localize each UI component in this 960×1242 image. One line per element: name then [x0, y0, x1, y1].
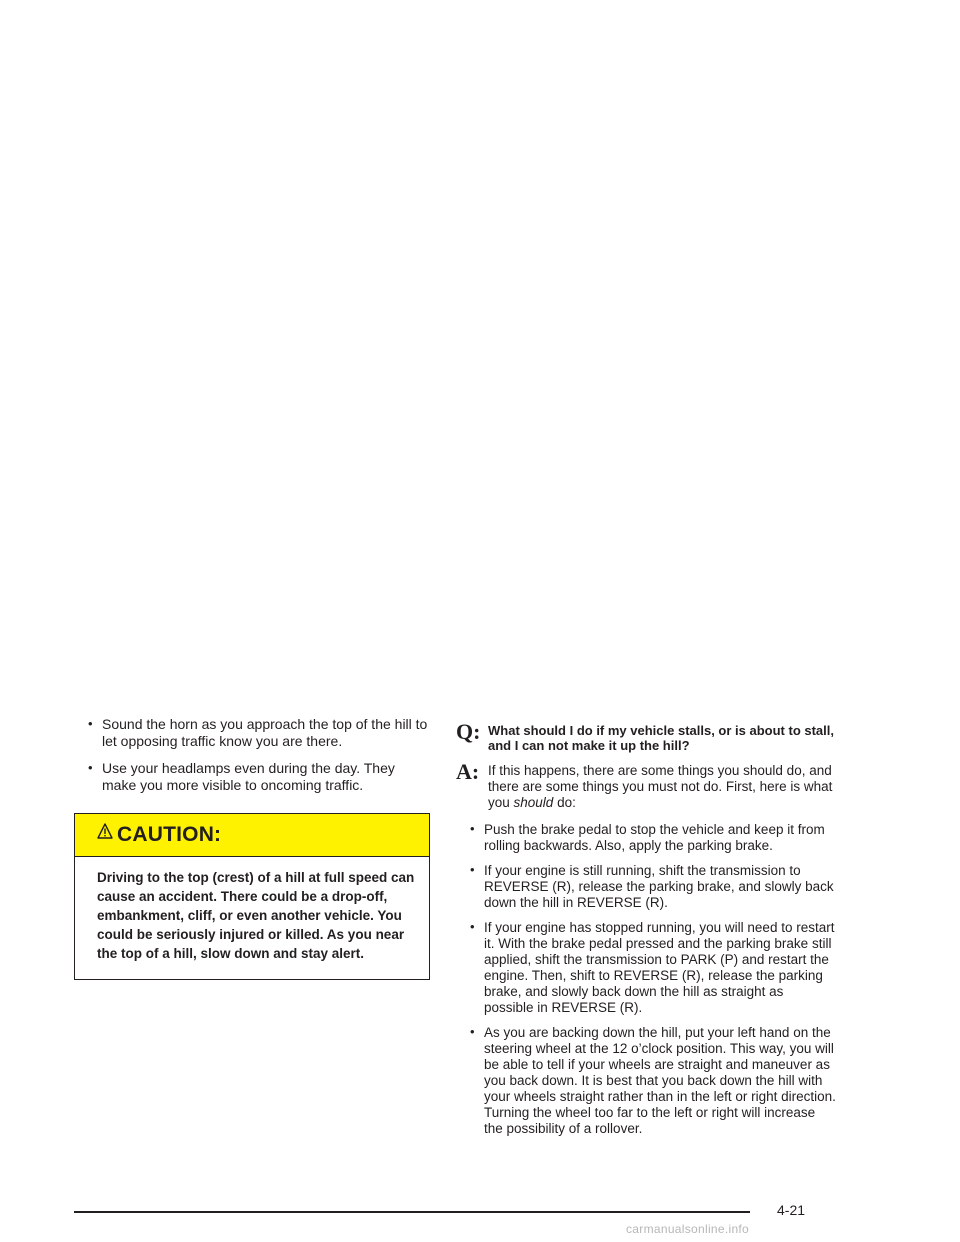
warning-triangle-icon: [97, 823, 113, 841]
footer-rule: [74, 1211, 750, 1213]
list-item: [456, 1025, 836, 1137]
question: [456, 719, 836, 753]
caution-box: [74, 813, 430, 980]
list-item: [456, 863, 836, 911]
answer: [456, 759, 836, 811]
watermark: carmanualsonline.info: [626, 1222, 750, 1236]
list-item: [456, 822, 836, 854]
list-item: [456, 920, 836, 1016]
caution-header: [75, 814, 429, 857]
right-column: [456, 719, 836, 1146]
question-letter: Q:: [456, 719, 481, 744]
caution-text: Driving to the top (crest) of a hill at full speed can cause an accident. There could be a drop-off, embankment, cliff, or even another vehicle. You could be seriously injured or killed. As you near the top of a hill, slow down and stay alert.: [97, 870, 415, 961]
bullet-text: • If your engine has stopped running, you will need to restart it. With the brake pedal pressed and the parking brake still applied, shift the transmission to PARK (P) and restart the engine. Then, shift to REVERSE (R), release the parking brake, and slowly back down the hill as straight as possible in REVERSE (R).: [484, 920, 835, 1015]
answer-emphasis: should: [513, 795, 554, 810]
bullet-text: • If your engine is still running, shift the transmission to REVERSE (R), release the parking brake, and slowly back down the hill in REVERSE (R).: [484, 863, 834, 910]
bullet-text: • Push the brake pedal to stop the vehicle and keep it from rolling backwards. Also, apply the parking brake.: [484, 822, 825, 853]
list-item: [88, 716, 432, 750]
question-text: What should I do if my vehicle stalls, or is about to stall, and I can not make it up the hill?: [488, 723, 834, 753]
page-number: 4-21: [777, 1202, 806, 1218]
answer-text: [488, 763, 836, 811]
bullet-text: • Sound the horn as you approach the top of the hill to let opposing traffic know you are there.: [102, 716, 428, 749]
list-item: [88, 760, 432, 794]
caution-title: CAUTION:: [117, 823, 222, 846]
answer-text-end: do:: [553, 795, 576, 810]
bullet-text: • As you are backing down the hill, put your left hand on the steering wheel at the 12 o’clock position. This way, you will be able to tell if your wheels are straight and maneuver as you back down. It is best that you back down the hill with your wheels straight rather than in the left or right direction. Turning the wheel too far to the left or right will increase the possibility of a rollover.: [484, 1025, 836, 1136]
answer-text-start: If this happens, there are some things you should do, and there are some things you must not do. First, here is what you: [488, 763, 833, 810]
answer-letter: A:: [456, 759, 480, 784]
left-column: [88, 716, 432, 804]
bullet-text: • Use your headlamps even during the day. They make you more visible to oncoming traffic.: [102, 760, 395, 793]
